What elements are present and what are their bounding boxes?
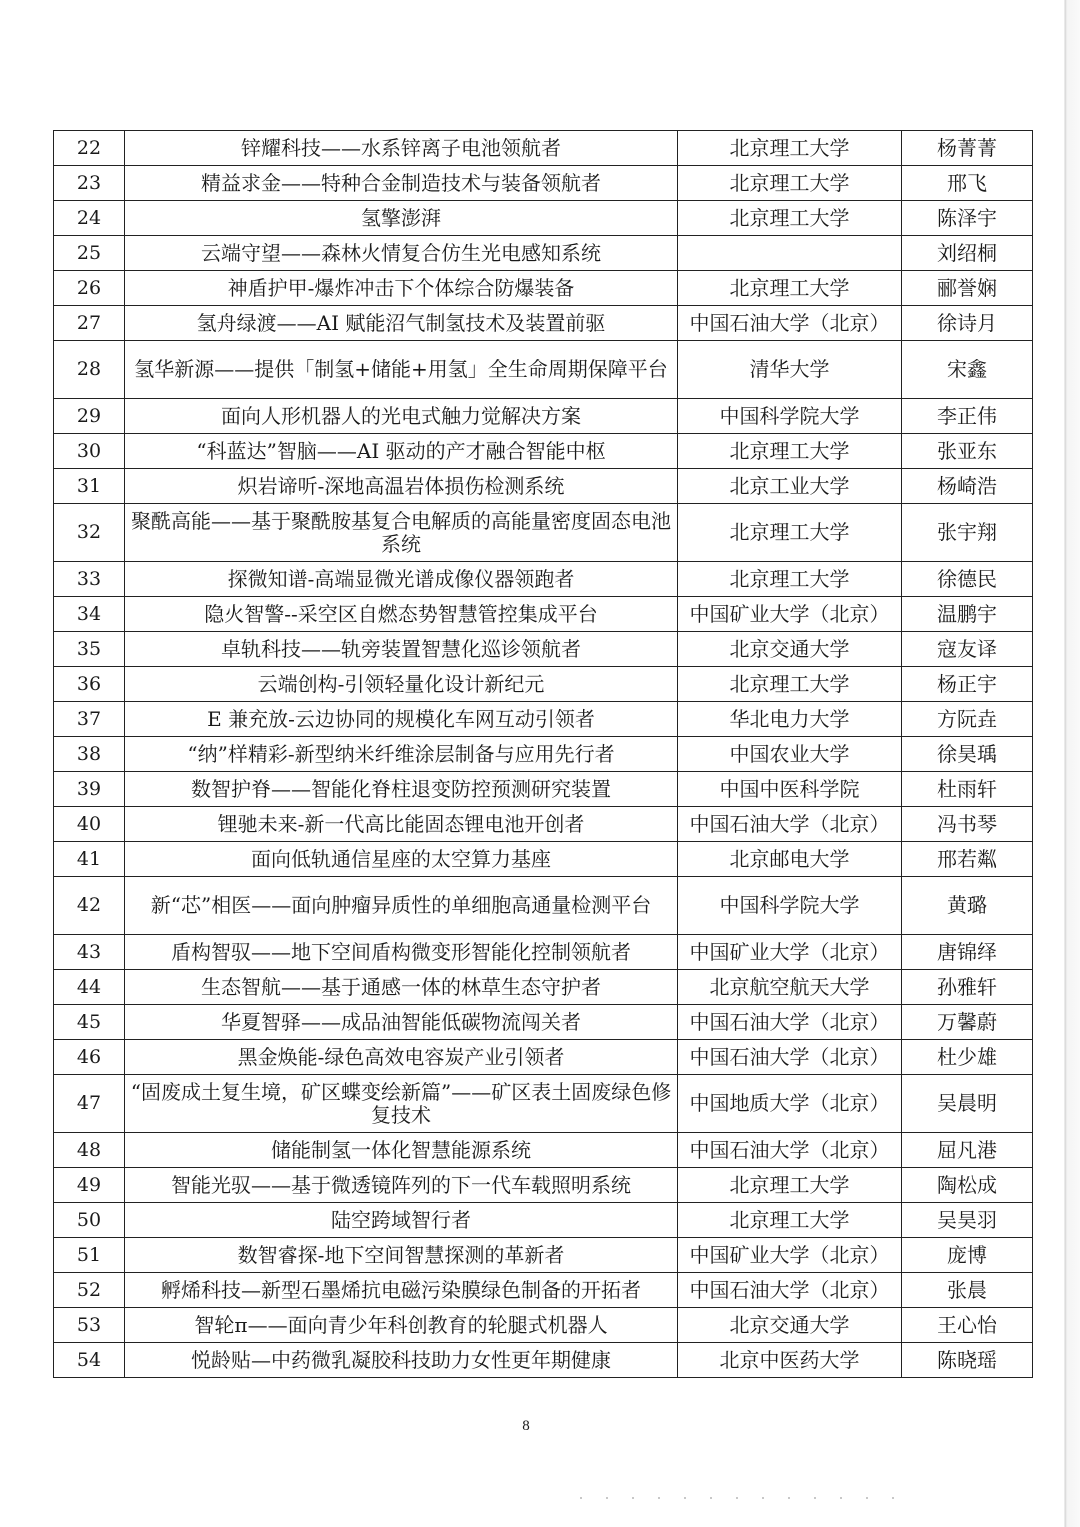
row-number: 29 (54, 399, 125, 434)
row-number: 33 (54, 562, 125, 597)
project-name: 智轮π——面向青少年科创教育的轮腿式机器人 (125, 1308, 678, 1343)
project-name: “纳”样精彩-新型纳米纤维涂层制备与应用先行者 (125, 737, 678, 772)
leader-name: 杨正宇 (902, 667, 1033, 702)
row-number: 44 (54, 970, 125, 1005)
school-name: 清华大学 (678, 341, 902, 399)
project-name: 炽岩谛听-深地高温岩体损伤检测系统 (125, 469, 678, 504)
table-row (54, 737, 1033, 772)
row-number: 25 (54, 236, 125, 271)
table-row (54, 1308, 1033, 1343)
row-number: 28 (54, 341, 125, 399)
school-name: 中国石油大学（北京） (678, 807, 902, 842)
leader-name: 徐德民 (902, 562, 1033, 597)
leader-name: 李正伟 (902, 399, 1033, 434)
project-name: 云端创构-引领轻量化设计新纪元 (125, 667, 678, 702)
table-row (54, 970, 1033, 1005)
table-row (54, 1168, 1033, 1203)
project-name: 孵烯科技—新型石墨烯抗电磁污染膜绿色制备的开拓者 (125, 1273, 678, 1308)
row-number: 32 (54, 504, 125, 562)
project-name: 黑金焕能-绿色高效电容炭产业引领者 (125, 1040, 678, 1075)
leader-name: 孙雅轩 (902, 970, 1033, 1005)
table-row (54, 236, 1033, 271)
row-number: 31 (54, 469, 125, 504)
leader-name: 吴晨明 (902, 1075, 1033, 1133)
leader-name: 邢飞 (902, 166, 1033, 201)
project-name: 锌耀科技——水系锌离子电池领航者 (125, 131, 678, 166)
leader-name: 庞博 (902, 1238, 1033, 1273)
school-name (678, 236, 902, 271)
row-number: 26 (54, 271, 125, 306)
row-number: 49 (54, 1168, 125, 1203)
project-name: 储能制氢一体化智慧能源系统 (125, 1133, 678, 1168)
project-name: 生态智航——基于通感一体的林草生态守护者 (125, 970, 678, 1005)
school-name: 中国农业大学 (678, 737, 902, 772)
school-name: 北京理工大学 (678, 1203, 902, 1238)
leader-name: 杜少雄 (902, 1040, 1033, 1075)
leader-name: 温鹏宇 (902, 597, 1033, 632)
table-row (54, 597, 1033, 632)
table-row (54, 399, 1033, 434)
leader-name: 黄璐 (902, 877, 1033, 935)
row-number: 48 (54, 1133, 125, 1168)
table-row (54, 877, 1033, 935)
table-row (54, 166, 1033, 201)
project-name: 氢华新源——提供「制氢+储能+用氢」全生命周期保障平台 (125, 341, 678, 399)
project-list-table (53, 130, 1033, 1378)
school-name: 北京理工大学 (678, 667, 902, 702)
leader-name: 郦誉娴 (902, 271, 1033, 306)
leader-name: 陈泽宇 (902, 201, 1033, 236)
project-name: 华夏智驿——成品油智能低碳物流闯关者 (125, 1005, 678, 1040)
project-name: “科蓝达”智脑——AI 驱动的产才融合智能中枢 (125, 434, 678, 469)
row-number: 38 (54, 737, 125, 772)
leader-name: 张亚东 (902, 434, 1033, 469)
leader-name: 邢若粼 (902, 842, 1033, 877)
table-row (54, 341, 1033, 399)
school-name: 北京工业大学 (678, 469, 902, 504)
row-number: 39 (54, 772, 125, 807)
leader-name: 刘绍桐 (902, 236, 1033, 271)
table-row (54, 271, 1033, 306)
table-row (54, 1203, 1033, 1238)
leader-name: 方阮垚 (902, 702, 1033, 737)
scan-dots (580, 1497, 910, 1499)
row-number: 23 (54, 166, 125, 201)
school-name: 北京理工大学 (678, 201, 902, 236)
school-name: 中国矿业大学（北京） (678, 935, 902, 970)
table-row (54, 1133, 1033, 1168)
project-name: 氢舟绿渡——AI 赋能沼气制氢技术及装置前驱 (125, 306, 678, 341)
school-name: 北京交通大学 (678, 632, 902, 667)
leader-name: 陶松成 (902, 1168, 1033, 1203)
row-number: 53 (54, 1308, 125, 1343)
school-name: 中国石油大学（北京） (678, 1005, 902, 1040)
school-name: 中国地质大学（北京） (678, 1075, 902, 1133)
table-row (54, 702, 1033, 737)
school-name: 北京理工大学 (678, 562, 902, 597)
leader-name: 唐锦绎 (902, 935, 1033, 970)
leader-name: 屈凡港 (902, 1133, 1033, 1168)
project-name: 悦龄贴—中药微乳凝胶科技助力女性更年期健康 (125, 1343, 678, 1378)
school-name: 北京理工大学 (678, 434, 902, 469)
project-name: 聚酰高能——基于聚酰胺基复合电解质的高能量密度固态电池系统 (125, 504, 678, 562)
school-name: 中国科学院大学 (678, 399, 902, 434)
project-name: 隐火智警--采空区自燃态势智慧管控集成平台 (125, 597, 678, 632)
project-name: 氢擎澎湃 (125, 201, 678, 236)
project-name: 盾构智驭——地下空间盾构微变形智能化控制领航者 (125, 935, 678, 970)
row-number: 34 (54, 597, 125, 632)
row-number: 22 (54, 131, 125, 166)
table-row (54, 131, 1033, 166)
leader-name: 张晨 (902, 1273, 1033, 1308)
row-number: 45 (54, 1005, 125, 1040)
leader-name: 杨崎浩 (902, 469, 1033, 504)
school-name: 中国中医科学院 (678, 772, 902, 807)
leader-name: 万馨蔚 (902, 1005, 1033, 1040)
school-name: 中国矿业大学（北京） (678, 1238, 902, 1273)
project-name: 数智护脊——智能化脊柱退变防控预测研究装置 (125, 772, 678, 807)
project-name: 探微知谱-高端显微光谱成像仪器领跑者 (125, 562, 678, 597)
school-name: 华北电力大学 (678, 702, 902, 737)
leader-name: 宋鑫 (902, 341, 1033, 399)
row-number: 24 (54, 201, 125, 236)
table-row (54, 562, 1033, 597)
school-name: 中国科学院大学 (678, 877, 902, 935)
school-name: 北京理工大学 (678, 131, 902, 166)
leader-name: 冯书琴 (902, 807, 1033, 842)
row-number: 27 (54, 306, 125, 341)
leader-name: 寇友译 (902, 632, 1033, 667)
school-name: 中国石油大学（北京） (678, 306, 902, 341)
table-row (54, 434, 1033, 469)
table-row (54, 1075, 1033, 1133)
leader-name: 吴昊羽 (902, 1203, 1033, 1238)
project-name: 锂驰未来-新一代高比能固态锂电池开创者 (125, 807, 678, 842)
project-name: E 兼充放-云边协同的规模化车网互动引领者 (125, 702, 678, 737)
project-name: 陆空跨域智行者 (125, 1203, 678, 1238)
table-row (54, 667, 1033, 702)
leader-name: 陈晓瑶 (902, 1343, 1033, 1378)
school-name: 中国石油大学（北京） (678, 1273, 902, 1308)
school-name: 北京中医药大学 (678, 1343, 902, 1378)
row-number: 40 (54, 807, 125, 842)
school-name: 中国矿业大学（北京） (678, 597, 902, 632)
table-body (54, 131, 1033, 1378)
school-name: 中国石油大学（北京） (678, 1040, 902, 1075)
project-name: 智能光驭——基于微透镜阵列的下一代车载照明系统 (125, 1168, 678, 1203)
table-row (54, 632, 1033, 667)
project-name: “固废成土复生境，矿区蝶变绘新篇”——矿区表土固废绿色修复技术 (125, 1075, 678, 1133)
leader-name: 徐诗月 (902, 306, 1033, 341)
school-name: 北京交通大学 (678, 1308, 902, 1343)
row-number: 43 (54, 935, 125, 970)
table-row (54, 504, 1033, 562)
school-name: 北京邮电大学 (678, 842, 902, 877)
leader-name: 张宇翔 (902, 504, 1033, 562)
table-row (54, 201, 1033, 236)
row-number: 47 (54, 1075, 125, 1133)
table-row (54, 1005, 1033, 1040)
school-name: 北京航空航天大学 (678, 970, 902, 1005)
row-number: 37 (54, 702, 125, 737)
row-number: 46 (54, 1040, 125, 1075)
project-name: 面向低轨通信星座的太空算力基座 (125, 842, 678, 877)
project-name: 卓轨科技——轨旁装置智慧化巡诊领航者 (125, 632, 678, 667)
school-name: 北京理工大学 (678, 271, 902, 306)
row-number: 52 (54, 1273, 125, 1308)
table-row (54, 1238, 1033, 1273)
table-row (54, 1273, 1033, 1308)
table-row (54, 469, 1033, 504)
project-name: 神盾护甲-爆炸冲击下个体综合防爆装备 (125, 271, 678, 306)
table-row (54, 1343, 1033, 1378)
project-name: 云端守望——森林火情复合仿生光电感知系统 (125, 236, 678, 271)
leader-name: 王心怡 (902, 1308, 1033, 1343)
row-number: 35 (54, 632, 125, 667)
school-name: 北京理工大学 (678, 166, 902, 201)
project-name: 数智睿探-地下空间智慧探测的革新者 (125, 1238, 678, 1273)
project-name: 新“芯”相医——面向肿瘤异质性的单细胞高通量检测平台 (125, 877, 678, 935)
table-row (54, 306, 1033, 341)
table-row (54, 935, 1033, 970)
table-row (54, 807, 1033, 842)
page-number: 8 (522, 1418, 530, 1434)
scan-edge (1050, 0, 1080, 1527)
row-number: 41 (54, 842, 125, 877)
school-name: 北京理工大学 (678, 1168, 902, 1203)
row-number: 42 (54, 877, 125, 935)
leader-name: 杨菁菁 (902, 131, 1033, 166)
project-name: 面向人形机器人的光电式触力觉解决方案 (125, 399, 678, 434)
table-row (54, 1040, 1033, 1075)
row-number: 54 (54, 1343, 125, 1378)
row-number: 30 (54, 434, 125, 469)
row-number: 50 (54, 1203, 125, 1238)
table-row (54, 842, 1033, 877)
leader-name: 徐昊瑀 (902, 737, 1033, 772)
school-name: 北京理工大学 (678, 504, 902, 562)
leader-name: 杜雨轩 (902, 772, 1033, 807)
row-number: 36 (54, 667, 125, 702)
project-name: 精益求金——特种合金制造技术与装备领航者 (125, 166, 678, 201)
school-name: 中国石油大学（北京） (678, 1133, 902, 1168)
table-row (54, 772, 1033, 807)
row-number: 51 (54, 1238, 125, 1273)
